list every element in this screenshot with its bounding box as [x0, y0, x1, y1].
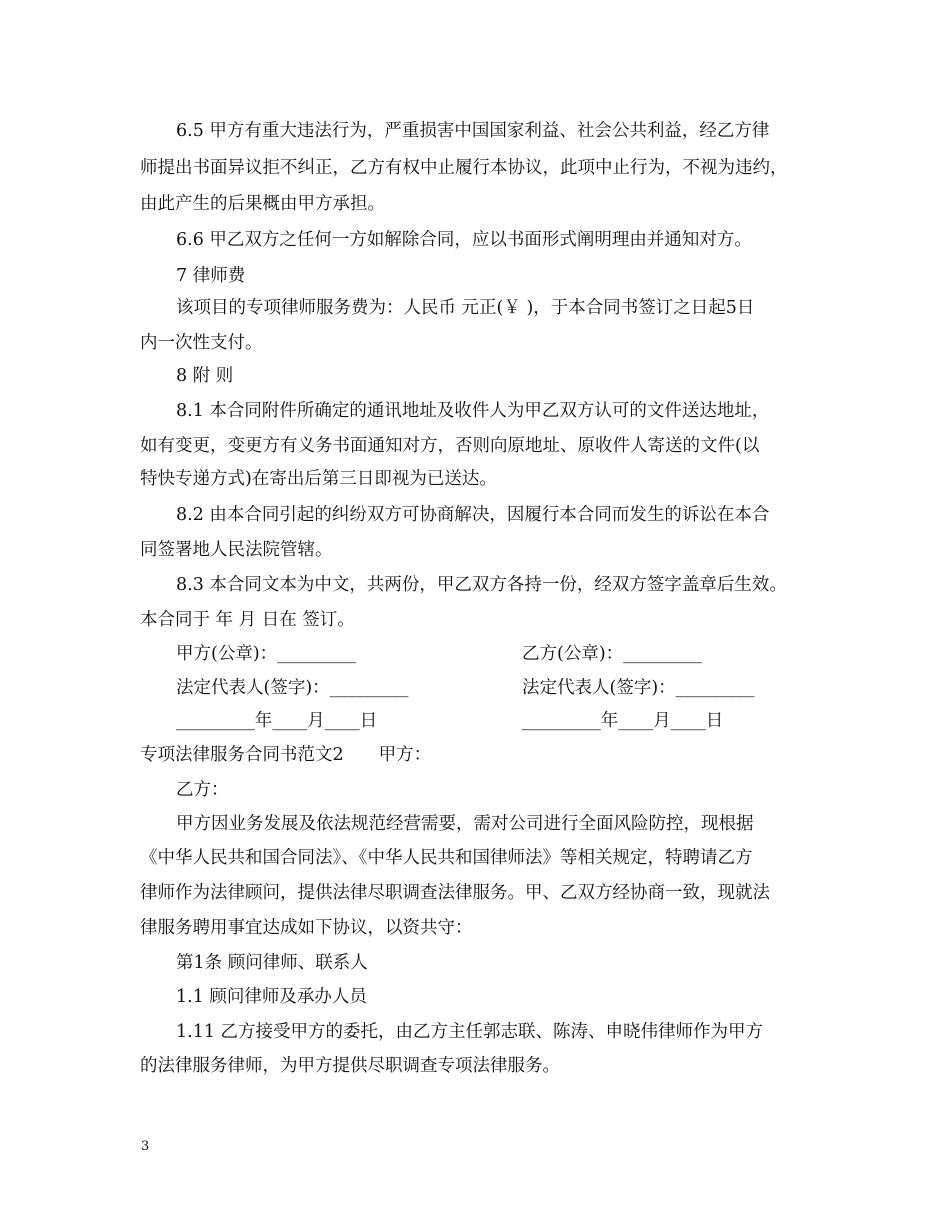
- preamble-line-3: 律师作为法律顾问，提供法律尽职调查法律服务。甲、乙双方经协商一致，现就法: [140, 883, 770, 903]
- signing-date-line: 本合同于 年 月 日在 签订。: [140, 610, 355, 630]
- fee-line-2: 内一次性支付。: [140, 333, 263, 353]
- party-a-rep-field: 法定代表人(签字)：_________: [176, 678, 409, 698]
- party-a-date-field: _________年____月____日: [176, 711, 378, 731]
- clause-6-5-line-2: 师提出书面异议拒不纠正，乙方有权中止履行本协议，此项中止行为，不视为违约，: [140, 158, 788, 178]
- fee-line-1: 该项目的专项律师服务费为：人民币 元正(￥ )，于本合同书签订之日起5日: [176, 298, 755, 318]
- preamble-line-1: 甲方因业务发展及依法规范经营需要，需对公司进行全面风险防控，现根据: [176, 814, 754, 834]
- party-b-date-field: _________年____月____日: [522, 711, 724, 731]
- clause-1-11-line-2: 的法律服务律师，为甲方提供尽职调查专项法律服务。: [140, 1056, 560, 1076]
- section-8-heading: 8 附 则: [176, 366, 234, 386]
- party-b-label: 乙方：: [176, 780, 229, 800]
- clause-8-3: 8.3 本合同文本为中文，共两份，甲乙双方各持一份，经双方签字盖章后生效。: [176, 575, 787, 595]
- preamble-line-2: 《中华人民共和国合同法》、《中华人民共和国律师法》等相关规定，特聘请乙方: [140, 848, 753, 868]
- article-1-heading: 第1条 顾问律师、联系人: [176, 953, 368, 973]
- clause-8-1-line-1: 8.1 本合同附件所确定的通讯地址及收件人为甲乙双方认可的文件送达地址，: [176, 401, 770, 421]
- clause-6-6: 6.6 甲乙双方之任何一方如解除合同，应以书面形式阐明理由并通知对方。: [176, 230, 752, 250]
- clause-8-1-line-3: 特快专递方式)在寄出后第三日即视为已送达。: [140, 469, 497, 489]
- party-b-rep-field: 法定代表人(签字)：_________: [522, 678, 755, 698]
- page-number: 3: [141, 1139, 150, 1154]
- clause-8-2-line-2: 同签署地人民法院管辖。: [140, 540, 333, 560]
- clause-6-5-line-3: 由此产生的后果概由甲方承担。: [140, 194, 385, 214]
- clause-8-2-line-1: 8.2 由本合同引起的纠纷双方可协商解决，因履行本合同而发生的诉讼在本合: [176, 505, 770, 525]
- party-a-seal-field: 甲方(公章)：_________: [176, 644, 356, 664]
- party-b-seal-field: 乙方(公章)：_________: [522, 644, 702, 664]
- clause-8-1-line-2: 如有变更，变更方有义务书面通知对方，否则向原地址、原收件人寄送的文件(以: [140, 436, 760, 456]
- clause-6-5-line-1: 6.5 甲方有重大违法行为，严重损害中国国家利益、社会公共利益，经乙方律: [176, 121, 770, 141]
- clause-1-11-line-1: 1.11 乙方接受甲方的委托，由乙方主任郭志联、陈涛、申晓伟律师作为甲方: [176, 1022, 764, 1042]
- preamble-line-4: 律服务聘用事宜达成如下协议，以资共守：: [140, 918, 473, 938]
- sample-2-title: 专项法律服务合同书范文2 甲方：: [140, 745, 432, 765]
- section-7-heading: 7 律师费: [176, 266, 246, 286]
- clause-1-1-heading: 1.1 顾问律师及承办人员: [176, 987, 367, 1007]
